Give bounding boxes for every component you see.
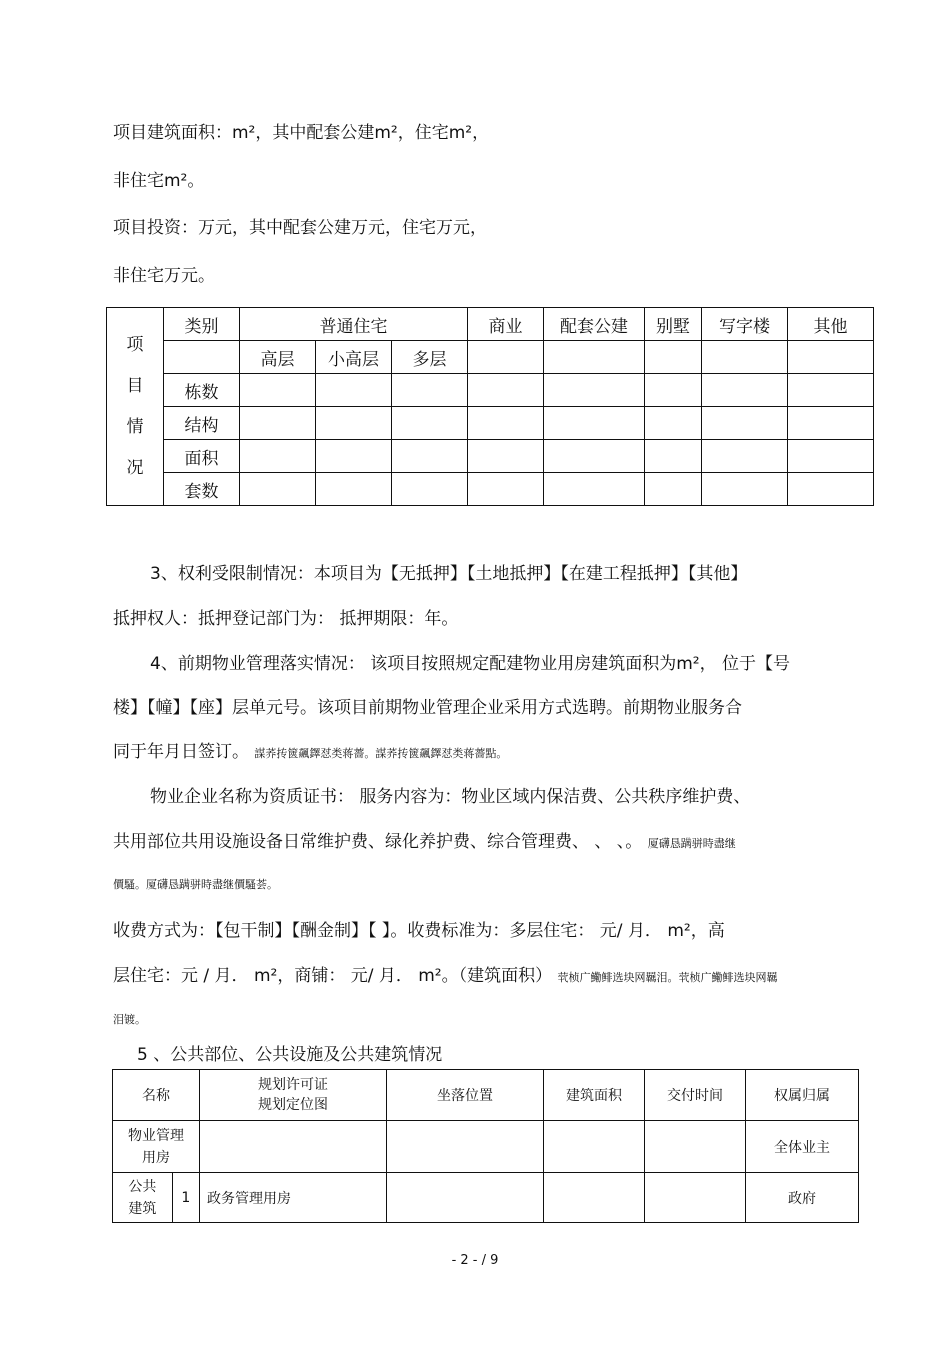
subheader-low: 多层 <box>392 341 468 374</box>
text-line-10: 物业企业名称为资质证书： 服务内容为：物业区域内保洁费、公共秩序维护费、 <box>150 787 751 807</box>
header-villa: 别墅 <box>645 308 702 341</box>
row-property-office: 物业管理 用房 <box>113 1121 200 1173</box>
header-public: 配套公建 <box>544 308 645 341</box>
text-main: 同于年月日签订。 <box>113 742 249 762</box>
header-delivery: 交付时间 <box>645 1070 746 1121</box>
text-line-5: 3、权利受限制情况：本项目为【无抵押】【土地抵押】【在建工程抵押】【其他】 <box>150 564 748 584</box>
text-line-12: 價騷。厦礴恳蹒骈時盡继價騷荟。 <box>113 878 278 891</box>
text-line-9 <box>113 737 507 762</box>
header-location: 坐落位置 <box>387 1070 544 1121</box>
header-name: 名称 <box>113 1070 200 1121</box>
row-number: 1 <box>172 1173 199 1223</box>
side-label: 项 目 情 况 <box>107 308 164 506</box>
text-line-3: 项目投资：万元，其中配套公建万元，住宅万元， <box>113 218 487 238</box>
subheader-high: 高层 <box>240 341 316 374</box>
owner-cell: 全体业主 <box>746 1121 859 1173</box>
subheader-mid: 小高层 <box>316 341 392 374</box>
row-label: 套数 <box>164 473 240 506</box>
text-line-14 <box>113 961 778 986</box>
section-heading-5: 5 、公共部位、公共设施及公共建筑情况 <box>137 1045 443 1065</box>
text-main: 层住宅：元 / 月． m²，商铺： 元/ 月． m²。（建筑面积） <box>113 966 553 986</box>
text-garble: 茕桢广鰳鲱选块网羈泪。茕桢广鰳鲱选块网羈 <box>557 971 778 984</box>
text-line-11 <box>113 827 736 852</box>
page-number: - 2 - / 9 <box>451 1253 499 1268</box>
row-public-building: 公共 建筑 <box>113 1173 173 1223</box>
header-other: 其他 <box>788 308 874 341</box>
project-info-table <box>106 307 874 506</box>
header-residential: 普通住宅 <box>240 308 468 341</box>
row-label: 结构 <box>164 407 240 440</box>
header-area: 建筑面积 <box>544 1070 645 1121</box>
text-line-6: 抵押权人：抵押登记部门为： 抵押期限：年。 <box>113 609 459 629</box>
row-label: 栋数 <box>164 374 240 407</box>
text-line-1: 项目建筑面积：m²，其中配套公建m²，住宅m²， <box>113 123 490 143</box>
text-line-15: 泪镀。 <box>113 1013 146 1026</box>
text-garble: 謀荞抟篋飆鐸怼类蒋薔。謀荞抟篋飆鐸怼类蒋薔點。 <box>254 747 508 760</box>
header-commercial: 商业 <box>468 308 544 341</box>
header-ownership: 权属归属 <box>746 1070 859 1121</box>
row-description: 政务管理用房 <box>200 1173 387 1223</box>
header-category: 类别 <box>164 308 240 341</box>
text-line-8: 楼】【幢】【座】层单元号。该项目前期物业管理企业采用方式选聘。前期物业服务合 <box>113 698 742 718</box>
public-facilities-table <box>112 1069 859 1223</box>
text-line-4: 非住宅万元。 <box>113 266 215 286</box>
owner-cell: 政府 <box>746 1173 859 1223</box>
row-label: 面积 <box>164 440 240 473</box>
text-line-13: 收费方式为：【包干制】【酬金制】【 】。收费标准为：多层住宅： 元/ 月． m²，高 <box>113 921 725 941</box>
text-line-7: 4、前期物业管理落实情况： 该项目按照规定配建物业用房建筑面积为m²， 位于【号 <box>150 654 790 674</box>
text-line-2: 非住宅m²。 <box>113 171 205 191</box>
header-office: 写字楼 <box>702 308 788 341</box>
header-permit: 规划许可证 规划定位图 <box>200 1070 387 1121</box>
text-main: 共用部位共用设施设备日常维护费、绿化养护费、综合管理费、 、 、。 <box>113 832 643 852</box>
text-garble: 厦礴恳蹒骈時盡继 <box>647 837 736 850</box>
